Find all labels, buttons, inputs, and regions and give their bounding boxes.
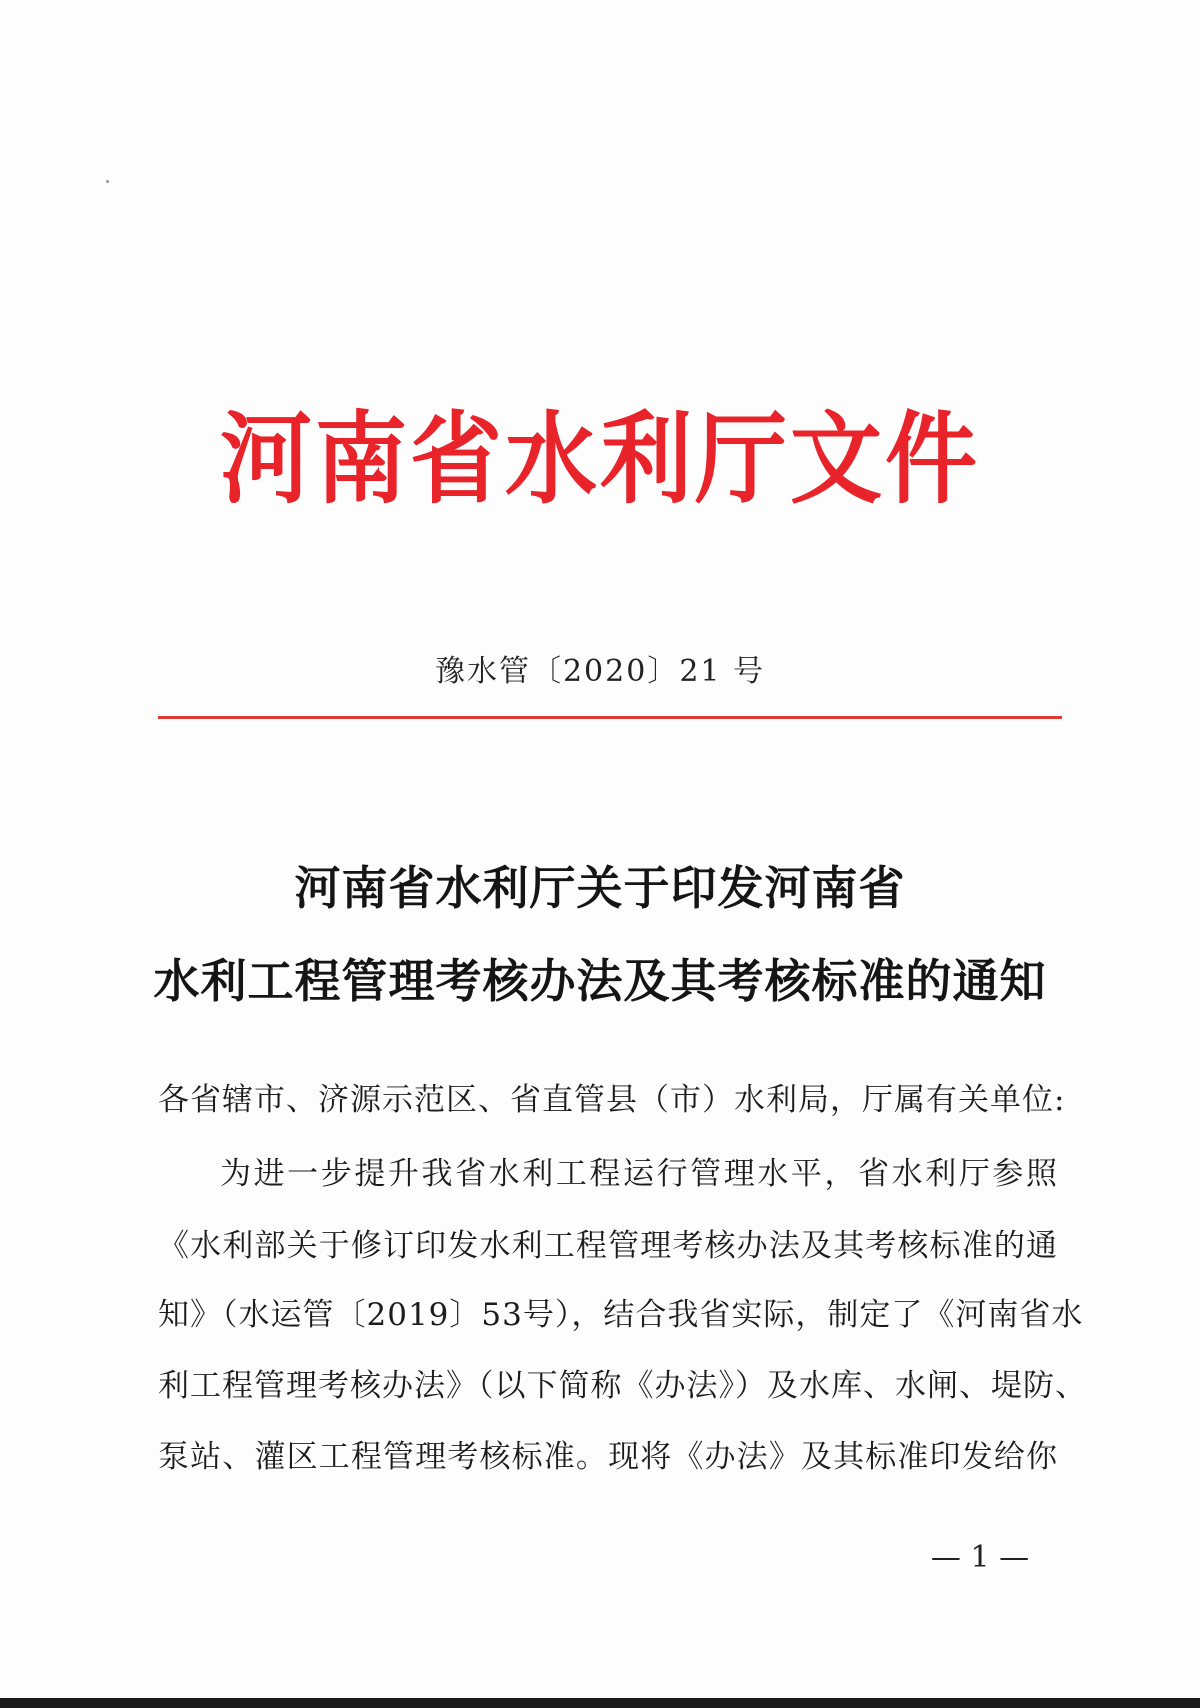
masthead-title: 河南省水利厅文件 (219, 401, 980, 518)
body-line: 利工程管理考核办法》（以下简称《办法》）及水库、水闸、堤防、 (158, 1368, 1087, 1404)
body-line: 为进一步提升我省水利工程运行管理水平，省水利厅参照 (220, 1156, 1058, 1192)
document-title-line-1: 河南省水利厅关于印发河南省 (294, 861, 906, 915)
body-line-addressee: 各省辖市、济源示范区、省直管县（市）水利局，厅属有关单位: (158, 1082, 1066, 1118)
document-title-line-2: 水利工程管理考核办法及其考核标准的通知 (153, 954, 1047, 1008)
body-line: 《水利部关于修订印发水利工程管理考核办法及其考核标准的通 (158, 1228, 1058, 1264)
page-number: — 1 — (930, 1540, 1030, 1575)
body-line: 泵站、灌区工程管理考核标准。现将《办法》及其标准印发给你 (158, 1439, 1058, 1475)
document-number: 豫水管〔2020〕21 号 (434, 654, 766, 689)
body-line: 知》（水运管〔2019〕53号），结合我省实际，制定了《河南省水 (158, 1297, 1084, 1333)
scan-bottom-edge (0, 1698, 1200, 1708)
scan-speck (106, 180, 109, 183)
red-divider-line (158, 716, 1062, 719)
